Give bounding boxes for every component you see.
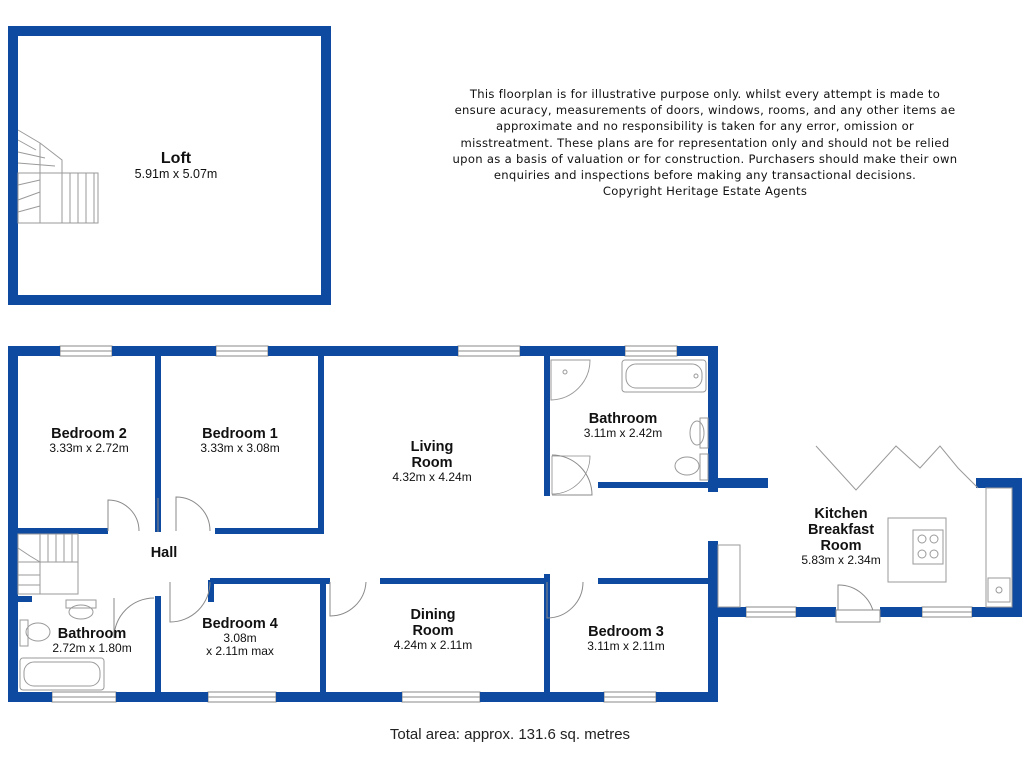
- copyright-line: Copyright Heritage Estate Agents: [602, 184, 808, 199]
- bedroom1-dims: 3.33m x 3.08m: [200, 441, 280, 455]
- basin-small: [66, 600, 96, 619]
- living-name-2: Room: [411, 455, 453, 471]
- loft-name: Loft: [160, 150, 192, 167]
- disclaimer-text: [395, 86, 1015, 199]
- bedroom4-dims-1: 3.08m: [223, 631, 257, 645]
- living-dims: 4.32m x 4.24m: [392, 470, 472, 484]
- bath-main: [622, 360, 706, 392]
- bathroom-small-dims: 2.72m x 1.80m: [52, 641, 132, 655]
- bedroom2-dims: 3.33m x 2.72m: [49, 441, 129, 455]
- bathroom-main-dims: 3.11m x 2.42m: [583, 426, 663, 440]
- toilet-main: [675, 454, 708, 480]
- disclaimer-line: upon as a basis of valuation or for construction. Purchasers should make their own: [452, 151, 958, 166]
- kitchen-unit-left: [718, 545, 740, 607]
- disclaimer-line: enquiries and inspections before making any transactional decisions.: [493, 168, 917, 183]
- window-bedroom1: [216, 346, 268, 356]
- disclaimer-line: misstreatment. These plans are for representation only and should not be relied: [460, 135, 950, 150]
- bedroom1-name: Bedroom 1: [202, 426, 278, 442]
- dining-dims: 4.24m x 2.11m: [393, 638, 473, 652]
- total-area: Total area: approx. 131.6 sq. metres: [389, 726, 631, 743]
- window-kitchen-1: [746, 607, 796, 617]
- kitchen-bifold-doors: [816, 446, 978, 490]
- kitchen-dims: 5.83m x 2.34m: [801, 553, 881, 567]
- window-living: [458, 346, 520, 356]
- hall-staircase: [18, 534, 78, 594]
- dining-name-2: Room: [412, 623, 454, 639]
- window-dining: [402, 692, 480, 702]
- window-kitchen-2: [922, 607, 972, 617]
- window-bedroom2: [60, 346, 112, 356]
- kitchen-name-1: Kitchen: [814, 506, 868, 522]
- disclaimer-line: This floorplan is for illustrative purpose only. whilst every attempt is made to: [469, 87, 941, 101]
- basin-main: [690, 418, 708, 448]
- kitchen-island: [888, 518, 946, 582]
- toilet-small: [20, 620, 50, 646]
- loft-staircase: [18, 130, 98, 223]
- bedroom2-name: Bedroom 2: [51, 426, 127, 442]
- kitchen-name-2: Breakfast: [807, 522, 875, 538]
- window-bedroom4: [208, 692, 276, 702]
- bedroom3-dims: 3.11m x 2.11m: [587, 639, 665, 653]
- bathroom-main-name: Bathroom: [588, 411, 658, 427]
- bath-small: [20, 658, 104, 690]
- disclaimer-line: approximate and no responsibility is taken for any error, omission or: [495, 119, 915, 134]
- hall-name: Hall: [150, 545, 178, 561]
- living-name-1: Living: [410, 439, 454, 455]
- window-bathroom-main: [625, 346, 677, 356]
- loft-dims: 5.91m x 5.07m: [134, 167, 218, 181]
- kitchen-name-3: Room: [820, 538, 862, 554]
- dining-name-1: Dining: [410, 607, 456, 623]
- disclaimer-line: ensure acuracy, measurements of doors, windows, rooms, and any other items ae: [454, 103, 956, 118]
- bathroom-small-name: Bathroom: [57, 626, 127, 642]
- shower-tray: [551, 360, 590, 400]
- window-bedroom3: [604, 692, 656, 702]
- bedroom3-name: Bedroom 3: [588, 624, 664, 640]
- bedroom4-dims-2: x 2.11m max: [206, 644, 274, 658]
- bedroom4-name: Bedroom 4: [202, 616, 278, 632]
- kitchen-worktop: [986, 488, 1012, 607]
- window-bathroom-small: [52, 692, 116, 702]
